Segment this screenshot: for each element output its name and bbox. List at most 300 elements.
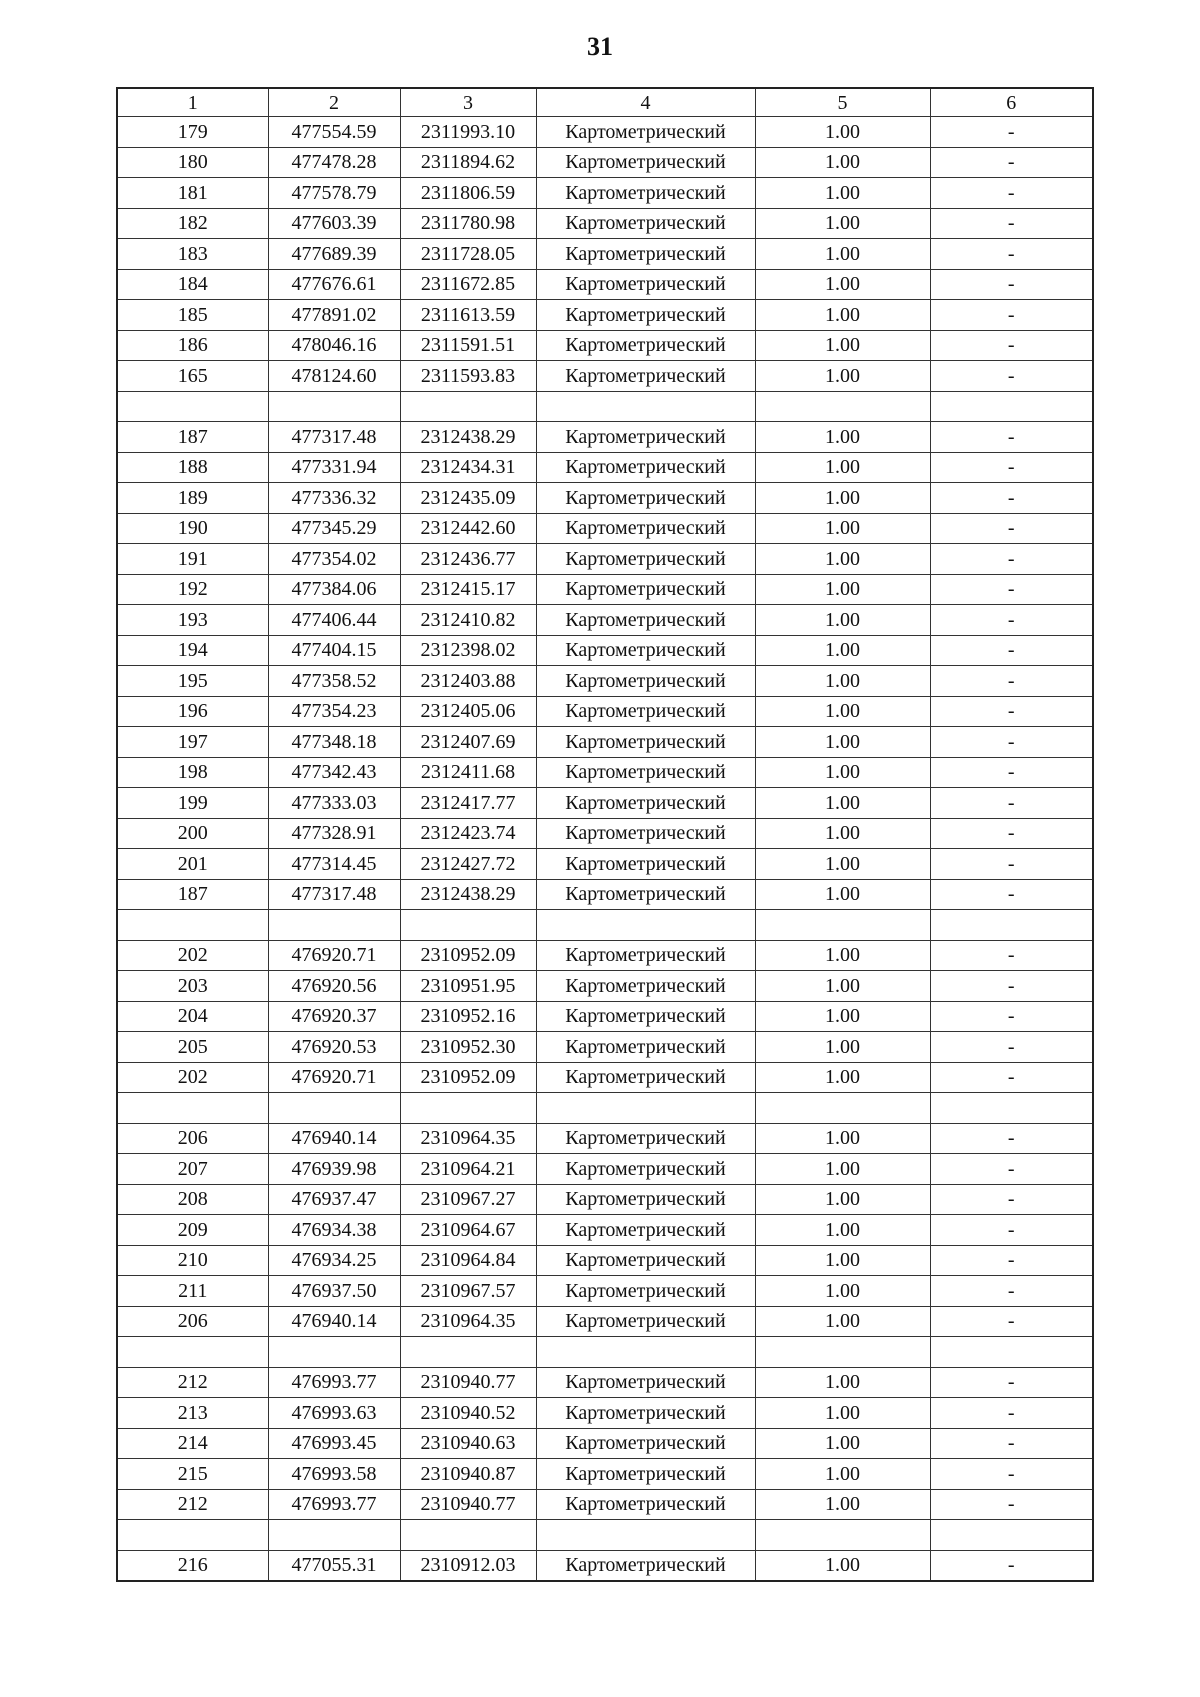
y-coordinate-cell: 2311780.98: [400, 208, 536, 239]
column-header-1: 1: [117, 88, 268, 117]
table-row: [117, 1123, 1093, 1154]
method-cell: [536, 1337, 755, 1368]
accuracy-cell: 1.00: [755, 818, 930, 849]
note-cell: -: [930, 330, 1093, 361]
table-row: [117, 1367, 1093, 1398]
point-number-cell: 187: [117, 422, 268, 453]
note-cell: -: [930, 1184, 1093, 1215]
method-cell: Картометрический: [536, 635, 755, 666]
separator-row: [117, 1093, 1093, 1124]
point-number-cell: 209: [117, 1215, 268, 1246]
point-number-cell: 190: [117, 513, 268, 544]
method-cell: Картометрический: [536, 269, 755, 300]
point-number-cell: 189: [117, 483, 268, 514]
x-coordinate-cell: 477336.32: [268, 483, 400, 514]
accuracy-cell: 1.00: [755, 1428, 930, 1459]
column-header-5: 5: [755, 88, 930, 117]
table-row: [117, 300, 1093, 331]
method-cell: Картометрический: [536, 483, 755, 514]
table-row: [117, 1062, 1093, 1093]
accuracy-cell: 1.00: [755, 605, 930, 636]
accuracy-cell: [755, 910, 930, 941]
point-number-cell: 205: [117, 1032, 268, 1063]
accuracy-cell: 1.00: [755, 452, 930, 483]
table-row: [117, 818, 1093, 849]
point-number-cell: 192: [117, 574, 268, 605]
note-cell: -: [930, 879, 1093, 910]
table-row: [117, 1276, 1093, 1307]
y-coordinate-cell: 2311894.62: [400, 147, 536, 178]
method-cell: Картометрический: [536, 1184, 755, 1215]
method-cell: Картометрический: [536, 1459, 755, 1490]
x-coordinate-cell: 476940.14: [268, 1123, 400, 1154]
accuracy-cell: 1.00: [755, 300, 930, 331]
y-coordinate-cell: 2312410.82: [400, 605, 536, 636]
accuracy-cell: 1.00: [755, 269, 930, 300]
table-row: [117, 849, 1093, 880]
y-coordinate-cell: 2310940.77: [400, 1367, 536, 1398]
point-number-cell: 165: [117, 361, 268, 392]
x-coordinate-cell: 477055.31: [268, 1550, 400, 1581]
x-coordinate-cell: 476939.98: [268, 1154, 400, 1185]
point-number-cell: 187: [117, 879, 268, 910]
y-coordinate-cell: 2312411.68: [400, 757, 536, 788]
x-coordinate-cell: 477345.29: [268, 513, 400, 544]
table-row: [117, 452, 1093, 483]
method-cell: Картометрический: [536, 117, 755, 148]
note-cell: -: [930, 513, 1093, 544]
y-coordinate-cell: 2310940.63: [400, 1428, 536, 1459]
x-coordinate-cell: 477358.52: [268, 666, 400, 697]
point-number-cell: 197: [117, 727, 268, 758]
accuracy-cell: 1.00: [755, 208, 930, 239]
table-row: [117, 879, 1093, 910]
point-number-cell: 188: [117, 452, 268, 483]
y-coordinate-cell: 2310952.09: [400, 940, 536, 971]
accuracy-cell: 1.00: [755, 178, 930, 209]
accuracy-cell: 1.00: [755, 1001, 930, 1032]
point-number-cell: 181: [117, 178, 268, 209]
accuracy-cell: 1.00: [755, 1184, 930, 1215]
accuracy-cell: [755, 1337, 930, 1368]
accuracy-cell: 1.00: [755, 1123, 930, 1154]
table-row: [117, 147, 1093, 178]
y-coordinate-cell: 2310964.35: [400, 1123, 536, 1154]
note-cell: -: [930, 635, 1093, 666]
x-coordinate-cell: 477342.43: [268, 757, 400, 788]
x-coordinate-cell: 476940.14: [268, 1306, 400, 1337]
method-cell: Картометрический: [536, 757, 755, 788]
x-coordinate-cell: [268, 1520, 400, 1551]
note-cell: -: [930, 727, 1093, 758]
y-coordinate-cell: 2310967.57: [400, 1276, 536, 1307]
table-row: [117, 574, 1093, 605]
accuracy-cell: 1.00: [755, 544, 930, 575]
table-row: [117, 1459, 1093, 1490]
method-cell: [536, 1520, 755, 1551]
x-coordinate-cell: 477554.59: [268, 117, 400, 148]
note-cell: [930, 1337, 1093, 1368]
note-cell: [930, 1520, 1093, 1551]
method-cell: Картометрический: [536, 422, 755, 453]
method-cell: Картометрический: [536, 1001, 755, 1032]
column-header-6: 6: [930, 88, 1093, 117]
y-coordinate-cell: 2312435.09: [400, 483, 536, 514]
y-coordinate-cell: 2312438.29: [400, 422, 536, 453]
y-coordinate-cell: [400, 1093, 536, 1124]
method-cell: Картометрический: [536, 513, 755, 544]
note-cell: -: [930, 605, 1093, 636]
note-cell: -: [930, 1001, 1093, 1032]
x-coordinate-cell: [268, 391, 400, 422]
note-cell: -: [930, 239, 1093, 270]
method-cell: Картометрический: [536, 208, 755, 239]
point-number-cell: 196: [117, 696, 268, 727]
note-cell: [930, 391, 1093, 422]
method-cell: Картометрический: [536, 1032, 755, 1063]
y-coordinate-cell: 2312415.17: [400, 574, 536, 605]
table-row: [117, 635, 1093, 666]
method-cell: Картометрический: [536, 605, 755, 636]
page-number: 31: [587, 32, 613, 61]
note-cell: -: [930, 696, 1093, 727]
point-number-cell: 180: [117, 147, 268, 178]
y-coordinate-cell: 2312398.02: [400, 635, 536, 666]
point-number-cell: [117, 1520, 268, 1551]
note-cell: -: [930, 1154, 1093, 1185]
accuracy-cell: 1.00: [755, 1276, 930, 1307]
separator-row: [117, 1520, 1093, 1551]
y-coordinate-cell: 2311993.10: [400, 117, 536, 148]
note-cell: -: [930, 452, 1093, 483]
point-number-cell: 198: [117, 757, 268, 788]
x-coordinate-cell: 477578.79: [268, 178, 400, 209]
table-row: [117, 1184, 1093, 1215]
note-cell: -: [930, 483, 1093, 514]
point-number-cell: 208: [117, 1184, 268, 1215]
table-row: [117, 422, 1093, 453]
note-cell: -: [930, 849, 1093, 880]
note-cell: -: [930, 1489, 1093, 1520]
note-cell: -: [930, 361, 1093, 392]
y-coordinate-cell: 2311591.51: [400, 330, 536, 361]
x-coordinate-cell: 477406.44: [268, 605, 400, 636]
y-coordinate-cell: 2312405.06: [400, 696, 536, 727]
x-coordinate-cell: 476993.77: [268, 1489, 400, 1520]
table-row: [117, 1398, 1093, 1429]
y-coordinate-cell: 2312442.60: [400, 513, 536, 544]
accuracy-cell: 1.00: [755, 971, 930, 1002]
method-cell: Картометрический: [536, 1306, 755, 1337]
y-coordinate-cell: [400, 910, 536, 941]
x-coordinate-cell: 476920.53: [268, 1032, 400, 1063]
method-cell: Картометрический: [536, 1367, 755, 1398]
point-number-cell: 185: [117, 300, 268, 331]
note-cell: -: [930, 1062, 1093, 1093]
x-coordinate-cell: 477404.15: [268, 635, 400, 666]
method-cell: Картометрический: [536, 666, 755, 697]
note-cell: -: [930, 178, 1093, 209]
note-cell: -: [930, 208, 1093, 239]
note-cell: -: [930, 300, 1093, 331]
method-cell: Картометрический: [536, 1154, 755, 1185]
note-cell: -: [930, 757, 1093, 788]
note-cell: -: [930, 1245, 1093, 1276]
x-coordinate-cell: 477317.48: [268, 422, 400, 453]
accuracy-cell: 1.00: [755, 483, 930, 514]
point-number-cell: 202: [117, 940, 268, 971]
accuracy-cell: 1.00: [755, 330, 930, 361]
method-cell: Картометрический: [536, 1489, 755, 1520]
table-row: [117, 269, 1093, 300]
table-row: [117, 1550, 1093, 1581]
accuracy-cell: 1.00: [755, 1459, 930, 1490]
y-coordinate-cell: 2310964.35: [400, 1306, 536, 1337]
table-row: [117, 361, 1093, 392]
y-coordinate-cell: 2310967.27: [400, 1184, 536, 1215]
table-header: [117, 88, 1093, 117]
y-coordinate-cell: 2310940.87: [400, 1459, 536, 1490]
method-cell: Картометрический: [536, 300, 755, 331]
point-number-cell: 211: [117, 1276, 268, 1307]
note-cell: -: [930, 666, 1093, 697]
table-row: [117, 666, 1093, 697]
accuracy-cell: 1.00: [755, 1398, 930, 1429]
method-cell: Картометрический: [536, 147, 755, 178]
method-cell: Картометрический: [536, 239, 755, 270]
separator-row: [117, 1337, 1093, 1368]
x-coordinate-cell: 476934.25: [268, 1245, 400, 1276]
note-cell: -: [930, 1367, 1093, 1398]
y-coordinate-cell: 2310952.09: [400, 1062, 536, 1093]
point-number-cell: 216: [117, 1550, 268, 1581]
accuracy-cell: 1.00: [755, 1245, 930, 1276]
note-cell: -: [930, 940, 1093, 971]
y-coordinate-cell: 2312407.69: [400, 727, 536, 758]
x-coordinate-cell: 476937.47: [268, 1184, 400, 1215]
point-number-cell: 200: [117, 818, 268, 849]
point-number-cell: 191: [117, 544, 268, 575]
y-coordinate-cell: 2310952.30: [400, 1032, 536, 1063]
y-coordinate-cell: 2310952.16: [400, 1001, 536, 1032]
accuracy-cell: 1.00: [755, 1306, 930, 1337]
x-coordinate-cell: 476934.38: [268, 1215, 400, 1246]
point-number-cell: [117, 1093, 268, 1124]
method-cell: Картометрический: [536, 1215, 755, 1246]
accuracy-cell: 1.00: [755, 574, 930, 605]
note-cell: -: [930, 544, 1093, 575]
note-cell: -: [930, 1428, 1093, 1459]
accuracy-cell: 1.00: [755, 513, 930, 544]
method-cell: Картометрический: [536, 1276, 755, 1307]
x-coordinate-cell: 476920.71: [268, 1062, 400, 1093]
column-header-4: 4: [536, 88, 755, 117]
point-number-cell: 212: [117, 1489, 268, 1520]
point-number-cell: 214: [117, 1428, 268, 1459]
method-cell: Картометрический: [536, 544, 755, 575]
note-cell: -: [930, 1123, 1093, 1154]
accuracy-cell: 1.00: [755, 1032, 930, 1063]
table-row: [117, 208, 1093, 239]
method-cell: Картометрический: [536, 1398, 755, 1429]
table-row: [117, 117, 1093, 148]
accuracy-cell: 1.00: [755, 1550, 930, 1581]
method-cell: Картометрический: [536, 1428, 755, 1459]
method-cell: Картометрический: [536, 940, 755, 971]
y-coordinate-cell: 2312436.77: [400, 544, 536, 575]
point-number-cell: [117, 910, 268, 941]
x-coordinate-cell: 476993.45: [268, 1428, 400, 1459]
table-row: [117, 1306, 1093, 1337]
note-cell: -: [930, 971, 1093, 1002]
accuracy-cell: 1.00: [755, 361, 930, 392]
accuracy-cell: 1.00: [755, 635, 930, 666]
y-coordinate-cell: 2310940.77: [400, 1489, 536, 1520]
table-row: [117, 971, 1093, 1002]
method-cell: Картометрический: [536, 452, 755, 483]
table-row: [117, 727, 1093, 758]
point-number-cell: 183: [117, 239, 268, 270]
x-coordinate-cell: 477333.03: [268, 788, 400, 819]
point-number-cell: 184: [117, 269, 268, 300]
point-number-cell: 195: [117, 666, 268, 697]
note-cell: -: [930, 422, 1093, 453]
x-coordinate-cell: 476993.63: [268, 1398, 400, 1429]
accuracy-cell: 1.00: [755, 1154, 930, 1185]
note-cell: -: [930, 1459, 1093, 1490]
y-coordinate-cell: 2310964.84: [400, 1245, 536, 1276]
point-number-cell: 203: [117, 971, 268, 1002]
accuracy-cell: [755, 1093, 930, 1124]
table-row: [117, 239, 1093, 270]
y-coordinate-cell: [400, 391, 536, 422]
note-cell: -: [930, 788, 1093, 819]
x-coordinate-cell: [268, 1337, 400, 1368]
accuracy-cell: 1.00: [755, 788, 930, 819]
point-number-cell: 179: [117, 117, 268, 148]
table-row: [117, 178, 1093, 209]
note-cell: -: [930, 147, 1093, 178]
method-cell: Картометрический: [536, 1062, 755, 1093]
note-cell: -: [930, 818, 1093, 849]
coordinates-table: [116, 87, 1094, 1582]
accuracy-cell: 1.00: [755, 1215, 930, 1246]
point-number-cell: 193: [117, 605, 268, 636]
note-cell: -: [930, 1276, 1093, 1307]
x-coordinate-cell: 477354.02: [268, 544, 400, 575]
x-coordinate-cell: 477328.91: [268, 818, 400, 849]
separator-row: [117, 391, 1093, 422]
accuracy-cell: 1.00: [755, 666, 930, 697]
point-number-cell: 194: [117, 635, 268, 666]
x-coordinate-cell: 477478.28: [268, 147, 400, 178]
method-cell: [536, 391, 755, 422]
y-coordinate-cell: 2312434.31: [400, 452, 536, 483]
x-coordinate-cell: 477354.23: [268, 696, 400, 727]
point-number-cell: [117, 391, 268, 422]
table-body: [117, 117, 1093, 1582]
point-number-cell: 210: [117, 1245, 268, 1276]
accuracy-cell: 1.00: [755, 1367, 930, 1398]
y-coordinate-cell: 2312403.88: [400, 666, 536, 697]
y-coordinate-cell: 2310940.52: [400, 1398, 536, 1429]
table-row: [117, 544, 1093, 575]
note-cell: -: [930, 117, 1093, 148]
note-cell: -: [930, 574, 1093, 605]
method-cell: [536, 1093, 755, 1124]
table-row: [117, 1245, 1093, 1276]
method-cell: Картометрический: [536, 849, 755, 880]
x-coordinate-cell: 476920.71: [268, 940, 400, 971]
note-cell: -: [930, 1306, 1093, 1337]
x-coordinate-cell: 477676.61: [268, 269, 400, 300]
accuracy-cell: [755, 1520, 930, 1551]
y-coordinate-cell: 2312417.77: [400, 788, 536, 819]
point-number-cell: 206: [117, 1306, 268, 1337]
table-row: [117, 605, 1093, 636]
coordinates-table-container: [116, 87, 1094, 1582]
note-cell: -: [930, 1550, 1093, 1581]
note-cell: [930, 1093, 1093, 1124]
y-coordinate-cell: 2311806.59: [400, 178, 536, 209]
point-number-cell: 201: [117, 849, 268, 880]
accuracy-cell: 1.00: [755, 1489, 930, 1520]
accuracy-cell: 1.00: [755, 727, 930, 758]
x-coordinate-cell: 476993.58: [268, 1459, 400, 1490]
accuracy-cell: 1.00: [755, 879, 930, 910]
table-row: [117, 757, 1093, 788]
y-coordinate-cell: 2311672.85: [400, 269, 536, 300]
y-coordinate-cell: 2310912.03: [400, 1550, 536, 1581]
table-row: [117, 330, 1093, 361]
accuracy-cell: 1.00: [755, 422, 930, 453]
accuracy-cell: 1.00: [755, 147, 930, 178]
table-row: [117, 1032, 1093, 1063]
note-cell: -: [930, 1215, 1093, 1246]
method-cell: Картометрический: [536, 361, 755, 392]
table-row: [117, 483, 1093, 514]
x-coordinate-cell: 476920.56: [268, 971, 400, 1002]
note-cell: -: [930, 1398, 1093, 1429]
point-number-cell: 199: [117, 788, 268, 819]
accuracy-cell: [755, 391, 930, 422]
separator-row: [117, 910, 1093, 941]
accuracy-cell: 1.00: [755, 117, 930, 148]
note-cell: -: [930, 269, 1093, 300]
accuracy-cell: 1.00: [755, 1062, 930, 1093]
table-row: [117, 1215, 1093, 1246]
table-row: [117, 696, 1093, 727]
table-row: [117, 1489, 1093, 1520]
y-coordinate-cell: [400, 1520, 536, 1551]
x-coordinate-cell: 477603.39: [268, 208, 400, 239]
x-coordinate-cell: 477891.02: [268, 300, 400, 331]
x-coordinate-cell: 477314.45: [268, 849, 400, 880]
x-coordinate-cell: 478124.60: [268, 361, 400, 392]
point-number-cell: 202: [117, 1062, 268, 1093]
y-coordinate-cell: 2312427.72: [400, 849, 536, 880]
method-cell: [536, 910, 755, 941]
method-cell: Картометрический: [536, 879, 755, 910]
method-cell: Картометрический: [536, 788, 755, 819]
method-cell: Картометрический: [536, 971, 755, 1002]
x-coordinate-cell: [268, 1093, 400, 1124]
point-number-cell: 207: [117, 1154, 268, 1185]
point-number-cell: 212: [117, 1367, 268, 1398]
x-coordinate-cell: 477384.06: [268, 574, 400, 605]
y-coordinate-cell: 2312423.74: [400, 818, 536, 849]
point-number-cell: 215: [117, 1459, 268, 1490]
